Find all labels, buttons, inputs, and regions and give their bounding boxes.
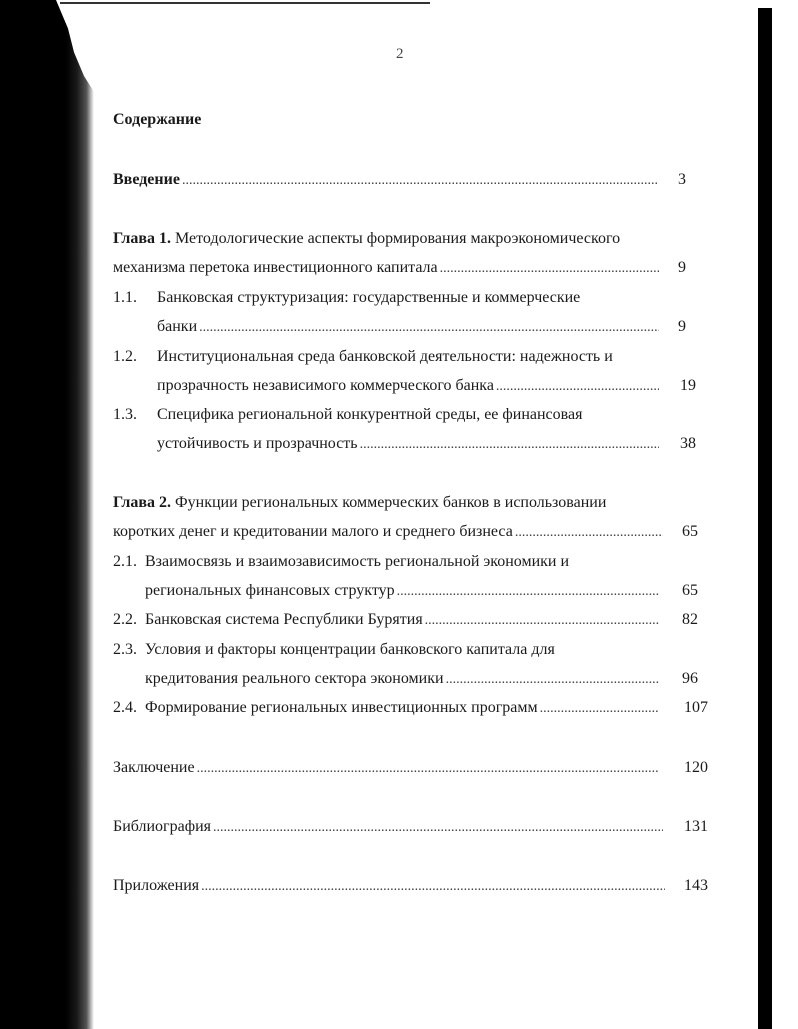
section-title-line2: кредитования реального сектора экономики (145, 670, 444, 687)
section-title-line2: региональных финансовых структур (145, 582, 395, 599)
section-title-line2: прозрачность независимого коммерческого банка (157, 377, 494, 394)
toc-entry-chapter1[interactable] (113, 229, 620, 249)
toc-entry-chapter1-cont (113, 258, 661, 279)
leader-dots (201, 877, 665, 897)
toc-title: Содержание (113, 111, 202, 128)
leader-dots (440, 259, 659, 279)
leader-dots (213, 818, 663, 838)
chapter1-title-line2: механизма перетока инвестиционного капитала (113, 259, 438, 276)
leader-dots (540, 699, 659, 719)
section-page: 19 (680, 377, 696, 394)
chapter2-page: 65 (682, 523, 698, 540)
appendices-page: 143 (684, 877, 708, 894)
toc-entry-section-1-2-cont (157, 376, 661, 397)
section-title: Банковская система Республики Бурятия (145, 611, 423, 628)
appendices-label: Приложения (113, 877, 200, 894)
toc-entry-section-2-1-cont (145, 581, 661, 602)
leader-dots (360, 435, 659, 455)
leader-dots (446, 670, 659, 690)
toc-entry-section-2-3[interactable]: Условия и факторы концентрации банковского капитала для (145, 641, 555, 658)
leader-dots (496, 377, 659, 397)
leader-dots (199, 318, 659, 338)
section-page: 65 (682, 582, 698, 599)
section-number: 1.3. (113, 406, 137, 423)
section-title-line2: устойчивость и прозрачность (157, 435, 358, 452)
scan-shadow-right (758, 8, 772, 1029)
section-number: 1.1. (113, 289, 137, 306)
bibliography-label: Библиография (113, 818, 211, 835)
intro-page: 3 (678, 171, 686, 188)
toc-entry-section-2-1[interactable]: Взаимосвязь и взаимозависимость региональной экономики и (145, 553, 570, 570)
leader-dots (515, 523, 663, 543)
section-number: 2.1. (113, 553, 137, 570)
section-page: 82 (682, 611, 698, 628)
bibliography-page: 131 (684, 818, 708, 835)
chapter2-title-line2: коротких денег и кредитовании малого и среднего бизнеса (113, 523, 513, 540)
toc-entry-section-2-2[interactable] (145, 610, 661, 631)
toc-entry-section-1-3-cont (157, 434, 661, 455)
section-title-line2: банки (157, 318, 198, 335)
section-page: 96 (682, 670, 698, 687)
toc-entry-section-2-3-cont (145, 669, 661, 690)
conclusion-label: Заключение (113, 759, 195, 776)
page-number: 2 (396, 46, 404, 62)
section-number: 1.2. (113, 348, 137, 365)
section-page: 107 (684, 699, 708, 716)
leader-dots (425, 611, 659, 631)
chapter1-title-line1: Методологические аспекты формирования макроэкономического (175, 230, 621, 247)
toc-entry-conclusion[interactable] (113, 758, 661, 779)
toc-entry-section-2-4[interactable] (145, 698, 661, 719)
section-page: 38 (680, 435, 696, 452)
scan-top-line (60, 2, 430, 4)
toc-entry-section-1-1[interactable]: Банковская структуризация: государственные и коммерческие (157, 289, 581, 306)
toc-entry-bibliography[interactable] (113, 817, 665, 838)
toc-entry-appendices[interactable] (113, 876, 667, 897)
chapter2-label: Глава 2. (113, 494, 171, 511)
toc-entry-chapter2-cont (113, 522, 665, 543)
scan-shadow-left (0, 0, 94, 1029)
toc-entry-section-1-3[interactable]: Специфика региональной конкурентной среды, ее финансовая (157, 406, 583, 423)
leader-dots (397, 582, 659, 602)
section-number: 2.4. (113, 699, 137, 716)
section-number: 2.2. (113, 611, 137, 628)
leader-dots (197, 759, 659, 779)
section-page: 9 (678, 318, 686, 335)
section-number: 2.3. (113, 641, 137, 658)
conclusion-page: 120 (684, 759, 708, 776)
toc-entry-chapter2[interactable] (113, 493, 606, 513)
toc-entry-section-1-1-cont (157, 317, 661, 338)
chapter1-label: Глава 1. (113, 230, 171, 247)
chapter2-title-line1: Функции региональных коммерческих банков в использовании (175, 494, 607, 511)
toc-entry-section-1-2[interactable]: Институциональная среда банковской деятельности: надежность и (157, 348, 613, 365)
leader-dots (182, 171, 659, 191)
intro-label: Введение (113, 171, 180, 188)
section-title: Формирование региональных инвестиционных программ (145, 699, 538, 716)
toc-entry-intro[interactable] (113, 170, 661, 191)
chapter1-page: 9 (678, 259, 686, 276)
